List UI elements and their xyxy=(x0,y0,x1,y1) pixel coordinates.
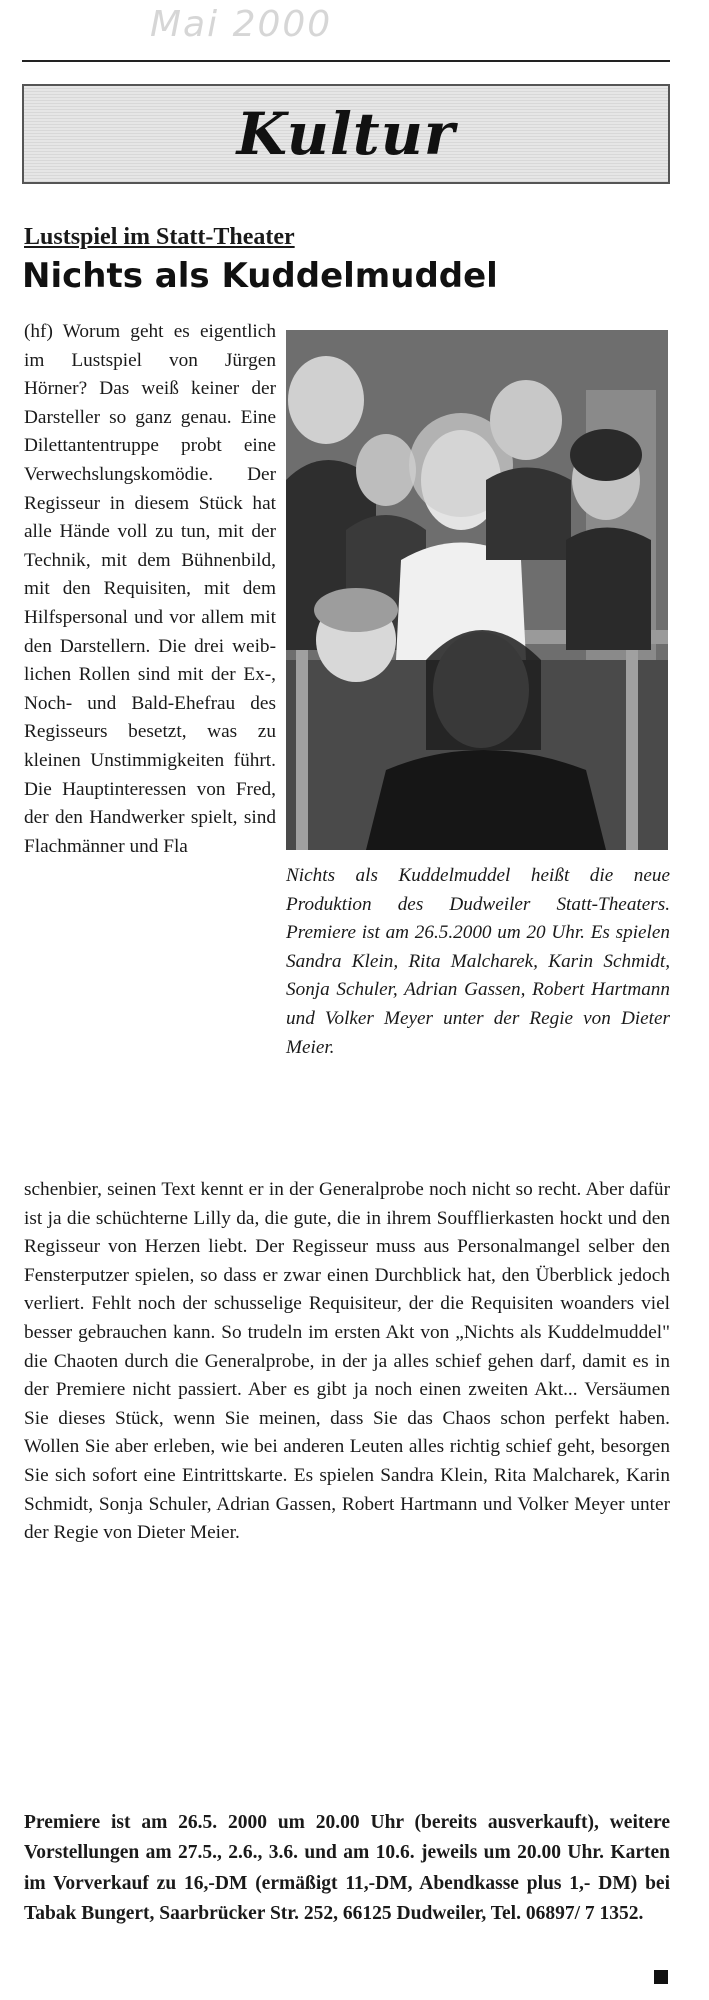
photo-caption: Nichts als Kuddelmuddel heißt die neue Produktion des Dudweiler Statt-Theaters. Premiere ist am 26.5.2000 um 20 Uhr. Es spielen Sandra Klein, Rita Malcharek, Karin Schmidt, Sonja Schuler, Adrian Gassen, Robert Hartmann und Volker Meyer unter der Regie von Dieter Meier. xyxy=(286,865,670,1058)
article-headline: Nichts als Kuddelmuddel xyxy=(22,256,498,296)
end-of-article-mark xyxy=(654,1970,668,1984)
handwritten-date-note: Mai 2000 xyxy=(150,4,333,45)
performance-info: Premiere ist am 26.5. 2000 um 20.00 Uhr (bereits ausverkauft), weitere Vorstellungen am 27.5., 2.6., 3.6. und am 10.6. jeweils um 20.00 Uhr. Karten im Vorverkauf zu 16,-DM (ermäßigt 11,-DM, Abendkasse plus 1,- DM) bei Tabak Bungert, Saarbrücker Str. 252, 66125 Dudweiler, Tel. 06897/ 7 1352. xyxy=(24,1812,670,1924)
section-banner xyxy=(22,84,670,184)
top-rule xyxy=(22,60,670,62)
article-body-left-column: (hf) Worum geht es eigentlich im Lustspiel von Jürgen Hörner? Das weiß keiner der Darsteller so ganz genau. Eine Dilettantentruppe probt eine Verwechslungskomödie. Der Regisseur in diesem Stück hat alle Hände voll zu tun, mit der Technik, mit dem Bühnenbild, mit den Requisiten, mit dem Hilfspersonal und vor allem mit den Darstellern. Die drei weiblichen Rollen sind mit der Ex-, Noch- und Bald-Ehefrau des Regisseurs besetzt, was zu kleinen Unstimmigkeiten führt. Die Hauptinteressen von Fred, der den Handwerker spielt, sind Flachmänner und Fla xyxy=(24,321,276,857)
cast-photo-illustration xyxy=(286,330,668,850)
section-title: Kultur xyxy=(236,100,456,168)
article-kicker: Lustspiel im Statt-Theater xyxy=(24,224,295,250)
article-body-full-width: schenbier, seinen Text kennt er in der Generalprobe noch nicht so recht. Aber dafür ist ja die schüchterne Lilly da, die gute, die in ihrem Soufflierkasten hockt und den Regisseur von Herzen liebt. Der Regisseur muss aus Personalmangel selber den Fensterputzer spielen, so dass er zwar einen Durchblick hat, den Überblick jedoch verliert. Fehlt noch der schusselige Requisiteur, der die Requisiten woanders viel besser gebrauchen kann. So trudeln im ersten Akt von „Nichts als Kuddelmuddel" die Chaoten durch die Generalprobe, in der ja alles schief gehen darf, damit es in der Premiere nicht passiert. Aber es gibt ja noch einen zweiten Akt... Versäumen Sie dieses Stück, wenn Sie meinen, dass Sie das Chaos schon perfekt haben. Wollen Sie aber erleben, wie bei anderen Leuten alles richtig schief geht, besorgen Sie sich sofort eine Eintrittskarte. Es spielen Sandra Klein, Rita Malcharek, Karin Schmidt, Sonja Schuler, Adrian Gassen, Robert Hartmann und Volker Meyer unter der Regie von Dieter Meier. xyxy=(24,1179,670,1544)
cast-photo xyxy=(286,330,668,850)
